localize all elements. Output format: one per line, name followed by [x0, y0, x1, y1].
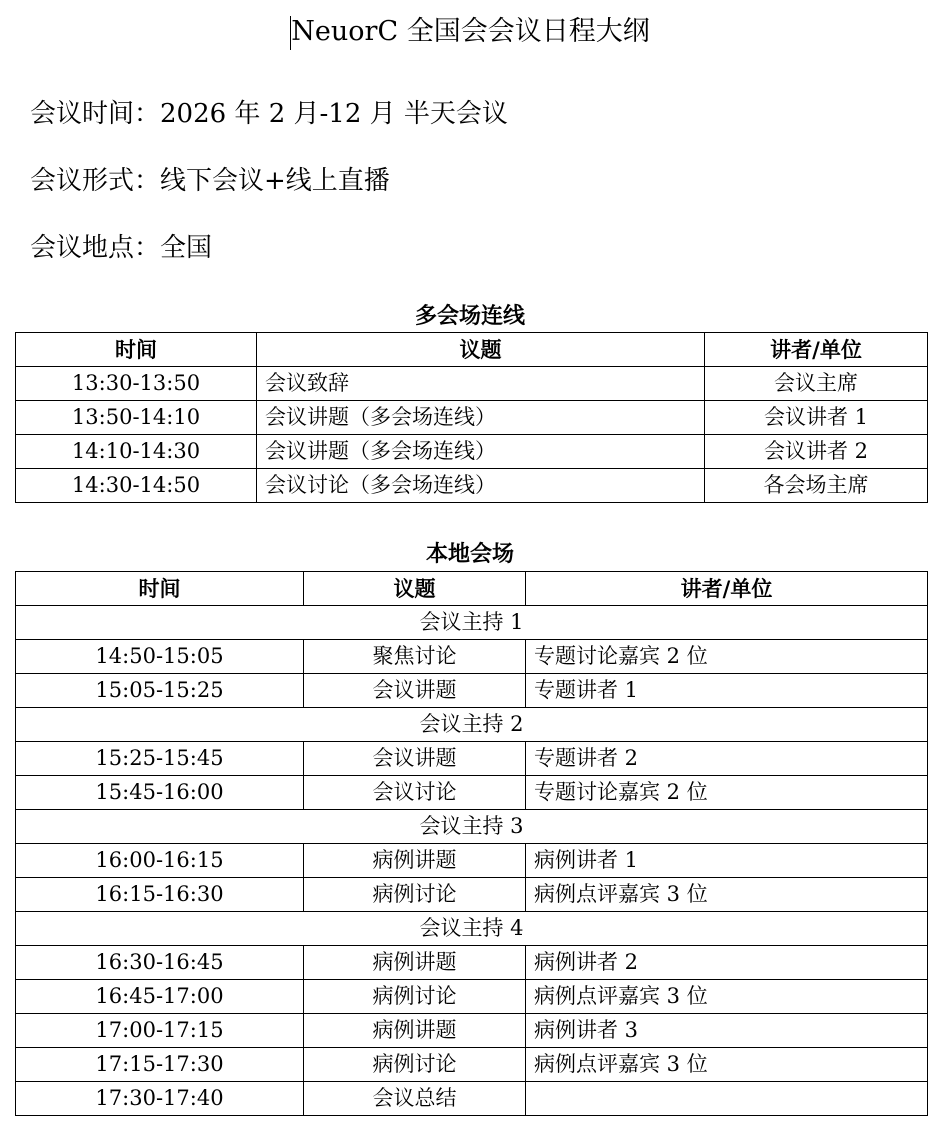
section-row: [16, 708, 928, 742]
cell-topic: 会议讲题（多会场连线）: [257, 435, 705, 469]
cell-speaker: 病例讲者 1: [526, 844, 928, 878]
table-row: [16, 401, 928, 435]
multi-venue-caption: 多会场连线: [414, 303, 525, 329]
cell-time: 15:25-15:45: [16, 742, 304, 776]
cell-speaker: 病例点评嘉宾 3 位: [526, 1048, 928, 1082]
cell-topic: 会议讨论（多会场连线）: [257, 469, 705, 503]
cell-topic: 病例讨论: [304, 878, 526, 912]
table-row: [16, 776, 928, 810]
table-row: [16, 946, 928, 980]
header-speaker: 讲者/单位: [526, 572, 928, 606]
table-row: [16, 1014, 928, 1048]
table-row: [16, 980, 928, 1014]
table-row: [16, 640, 928, 674]
cell-speaker: 各会场主席: [705, 469, 928, 503]
local-venue-table: [15, 571, 928, 1116]
cell-topic: 会议总结: [304, 1082, 526, 1116]
section-label: 会议主持 4: [16, 912, 928, 946]
header-speaker: 讲者/单位: [705, 333, 928, 367]
cell-topic: 病例讨论: [304, 1048, 526, 1082]
cell-topic: 会议讲题（多会场连线）: [257, 401, 705, 435]
cell-time: 15:05-15:25: [16, 674, 304, 708]
table-header-row: [16, 572, 928, 606]
cell-time: 15:45-16:00: [16, 776, 304, 810]
cell-time: 14:30-14:50: [16, 469, 257, 503]
table-row: [16, 742, 928, 776]
cell-speaker: 专题讲者 1: [526, 674, 928, 708]
header-topic: 议题: [304, 572, 526, 606]
section-label: 会议主持 2: [16, 708, 928, 742]
cell-time: 17:00-17:15: [16, 1014, 304, 1048]
meeting-time-line: 会议时间：2026 年 2 月-12 月 半天会议: [30, 99, 508, 129]
local-venue-caption: 本地会场: [425, 541, 514, 567]
table-row: [16, 367, 928, 401]
table-row: [16, 674, 928, 708]
cell-topic: 病例讲题: [304, 844, 526, 878]
multi-venue-table: [15, 332, 928, 503]
table-row: [16, 1048, 928, 1082]
header-time: 时间: [16, 572, 304, 606]
cell-topic: 聚焦讨论: [304, 640, 526, 674]
cell-topic: 病例讲题: [304, 1014, 526, 1048]
cell-topic: 会议致辞: [257, 367, 705, 401]
cell-speaker: 专题讨论嘉宾 2 位: [526, 776, 928, 810]
cell-speaker: 会议讲者 1: [705, 401, 928, 435]
cell-topic: 会议讲题: [304, 674, 526, 708]
section-row: [16, 810, 928, 844]
cell-topic: 病例讨论: [304, 980, 526, 1014]
cell-time: 16:15-16:30: [16, 878, 304, 912]
cell-time: 16:00-16:15: [16, 844, 304, 878]
table-row: [16, 1082, 928, 1116]
cell-speaker: 病例点评嘉宾 3 位: [526, 878, 928, 912]
cell-time: 16:45-17:00: [16, 980, 304, 1014]
meeting-location-line: 会议地点：全国: [30, 233, 213, 263]
cell-speaker: 专题讲者 2: [526, 742, 928, 776]
cell-topic: 会议讲题: [304, 742, 526, 776]
cell-speaker: [526, 1082, 928, 1116]
cell-speaker: 会议主席: [705, 367, 928, 401]
section-row: [16, 912, 928, 946]
cell-speaker: 会议讲者 2: [705, 435, 928, 469]
cell-time: 17:15-17:30: [16, 1048, 304, 1082]
table-row: [16, 844, 928, 878]
meeting-format-line: 会议形式：线下会议+线上直播: [30, 166, 390, 196]
cell-speaker: 专题讨论嘉宾 2 位: [526, 640, 928, 674]
table-row: [16, 878, 928, 912]
cell-time: 14:10-14:30: [16, 435, 257, 469]
header-time: 时间: [16, 333, 257, 367]
cell-speaker: 病例讲者 2: [526, 946, 928, 980]
table-header-row: [16, 333, 928, 367]
table-row: [16, 435, 928, 469]
document-title: [0, 14, 940, 50]
cell-time: 14:50-15:05: [16, 640, 304, 674]
section-label: 会议主持 3: [16, 810, 928, 844]
header-topic: 议题: [257, 333, 705, 367]
cell-time: 17:30-17:40: [16, 1082, 304, 1116]
cell-speaker: 病例点评嘉宾 3 位: [526, 980, 928, 1014]
document-title-text: NeuorC 全国会会议日程大纲: [291, 16, 650, 47]
cell-time: 13:50-14:10: [16, 401, 257, 435]
cell-time: 13:30-13:50: [16, 367, 257, 401]
cell-topic: 病例讲题: [304, 946, 526, 980]
cell-time: 16:30-16:45: [16, 946, 304, 980]
table-row: [16, 469, 928, 503]
cell-topic: 会议讨论: [304, 776, 526, 810]
section-row: [16, 606, 928, 640]
cell-speaker: 病例讲者 3: [526, 1014, 928, 1048]
section-label: 会议主持 1: [16, 606, 928, 640]
